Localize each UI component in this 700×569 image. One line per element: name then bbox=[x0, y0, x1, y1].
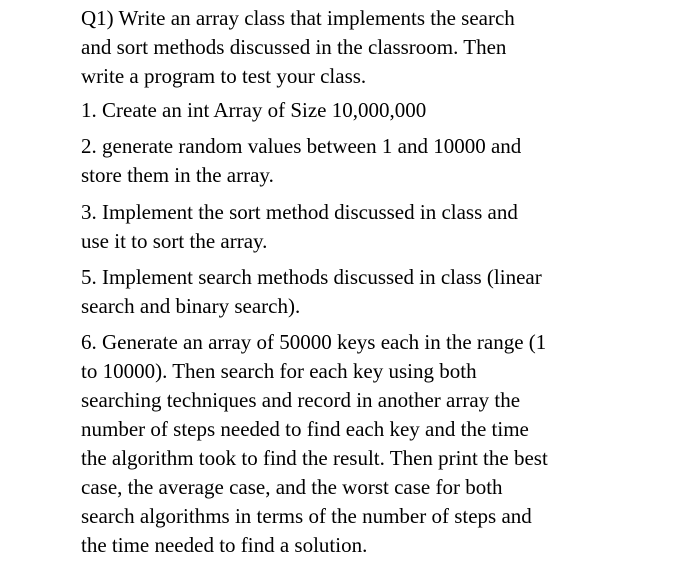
task-item-3 bbox=[81, 198, 686, 256]
task-line: 6. Generate an array of 50000 keys each in the range (1 bbox=[81, 330, 547, 354]
task-line: search and binary search). bbox=[81, 294, 301, 318]
task-line: 1. Create an int Array of Size 10,000,000 bbox=[81, 98, 427, 122]
task-line: use it to sort the array. bbox=[81, 229, 268, 253]
task-line: case, the average case, and the worst case for both bbox=[81, 475, 503, 499]
task-line: to 10000). Then search for each key using both bbox=[81, 359, 477, 383]
task-line: 3. Implement the sort method discussed in class and bbox=[81, 200, 518, 224]
task-line: store them in the array. bbox=[81, 163, 274, 187]
intro-line: write a program to test your class. bbox=[81, 64, 367, 88]
task-line: searching techniques and record in another array the bbox=[81, 388, 521, 412]
intro-line: Q1) Write an array class that implements the search bbox=[81, 6, 515, 30]
task-line: 5. Implement search methods discussed in class (linear bbox=[81, 265, 542, 289]
intro-line: and sort methods discussed in the classroom. Then bbox=[81, 35, 507, 59]
question-intro bbox=[81, 0, 686, 91]
task-item-6 bbox=[81, 328, 686, 560]
task-item-1 bbox=[81, 96, 686, 125]
task-line: 2. generate random values between 1 and 10000 and bbox=[81, 134, 522, 158]
task-line: search algorithms in terms of the number of steps and bbox=[81, 504, 532, 528]
question-document bbox=[81, 0, 686, 560]
task-line: number of steps needed to find each key and the time bbox=[81, 417, 529, 441]
task-item-2 bbox=[81, 132, 686, 190]
task-item-5 bbox=[81, 263, 686, 321]
task-line: the time needed to find a solution. bbox=[81, 533, 368, 557]
task-line: the algorithm took to find the result. Then print the best bbox=[81, 446, 548, 470]
